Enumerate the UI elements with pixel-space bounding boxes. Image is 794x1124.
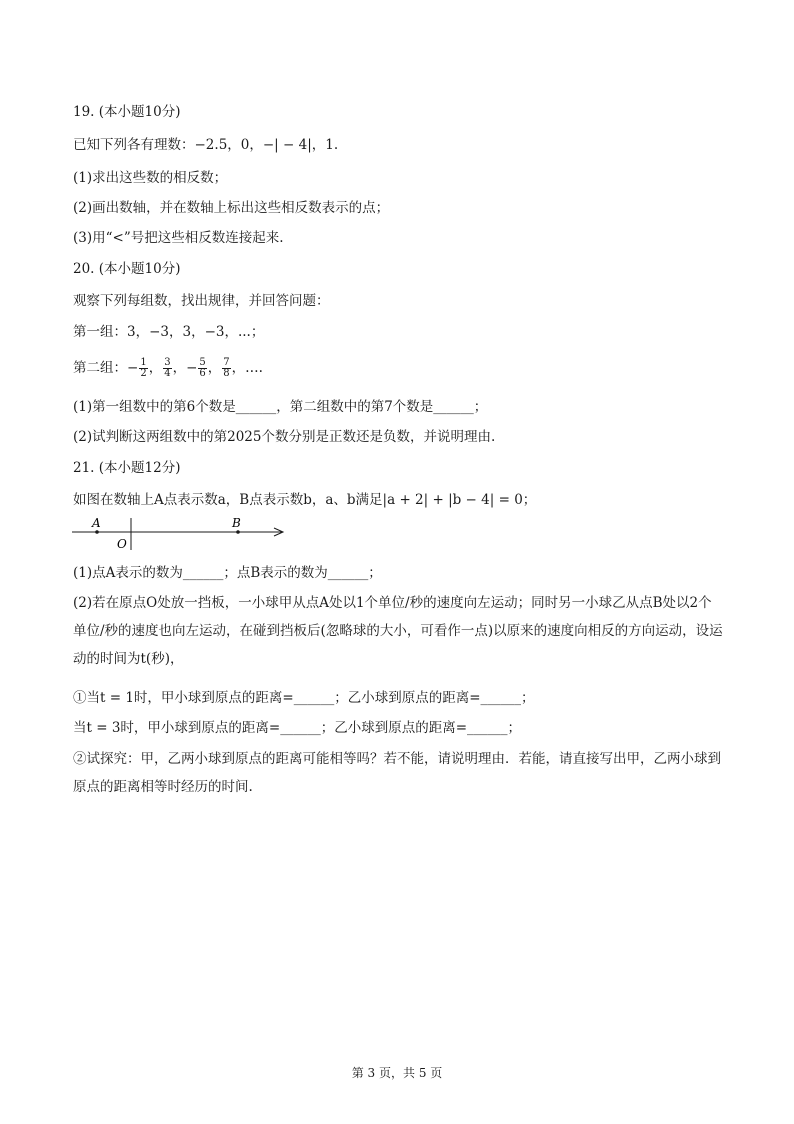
q21-sub3: ②试探究：甲，乙两小球到原点的距离可能相等吗？若不能，请说明理由．若能，请直接写出甲，乙两小球到原点的距离相等时经历的时间. <box>73 751 721 795</box>
q19-intro: 已知下列各有理数：−2.5，0，−| − 4|，1. <box>73 137 339 153</box>
frac-term-4: $\frac{7}{8}$ <box>223 357 230 379</box>
q20-group2-end: ，…. <box>231 360 263 376</box>
q20-group2-label: 第二组： <box>73 360 127 376</box>
q21-part2: (2)若在原点O处放一挡板，一小球甲从点A处以1个单位/秒的速度向左运动；同时另一小球乙从点B处以2个单位/秒的速度也向左运动，在碰到挡板后(忽略球的大小，可看作一点)以原来的速度向相反的方向运动，设运动的时间为t(秒)， <box>73 595 723 667</box>
q20-intro: 观察下列每组数，找出规律，并回答问题： <box>73 293 330 309</box>
label-o: O <box>117 537 127 551</box>
q19-part3: (3)用“<”号把这些相反数连接起来. <box>73 230 284 246</box>
number-line-figure <box>70 512 290 552</box>
q21-header: 21. (本小题12分) <box>73 460 181 476</box>
q19-part1: (1)求出这些数的相反数； <box>73 170 228 186</box>
q20-group2: 第二组：− $\frac{1}{2}$ ， $\frac{3}{4}$ ，− $\frac{5}{6}$ ， $\frac{7}{8}$ ，…. <box>73 357 263 379</box>
label-b: B <box>232 516 241 530</box>
q21-part1: (1)点A表示的数为______；点B表示的数为______； <box>73 565 382 581</box>
q21-intro: 如图在数轴上A点表示数a，B点表示数b，a、b满足|a + 2| + |b − 4| = 0； <box>73 492 537 508</box>
q20-part2: (2)试判断这两组数中的第2025个数分别是正数还是负数，并说明理由. <box>73 429 496 445</box>
q20-header: 20. (本小题10分) <box>73 261 181 277</box>
q19-part2: (2)画出数轴，并在数轴上标出这些相反数表示的点； <box>73 200 390 216</box>
point-a <box>95 530 99 534</box>
label-a: A <box>92 516 101 530</box>
point-b <box>236 530 240 534</box>
q19-header: 19. (本小题10分) <box>73 104 181 120</box>
q21-sub1: ①当t = 1时，甲小球到原点的距离=______；乙小球到原点的距离=______； <box>73 690 535 706</box>
frac-term-3: − $\frac{5}{6}$ <box>186 357 206 379</box>
q20-part1: (1)第一组数中的第6个数是______，第二组数中的第7个数是______； <box>73 399 488 415</box>
frac-term-2: $\frac{3}{4}$ <box>164 357 171 379</box>
page-footer: 第 3 页，共 5 页 <box>351 1066 443 1080</box>
q21-sub2: 当t = 3时，甲小球到原点的距离=______；乙小球到原点的距离=______； <box>73 720 522 736</box>
q20-group1: 第一组：3，−3，3，−3，...； <box>73 324 265 340</box>
frac-term-1: − $\frac{1}{2}$ <box>127 357 147 379</box>
